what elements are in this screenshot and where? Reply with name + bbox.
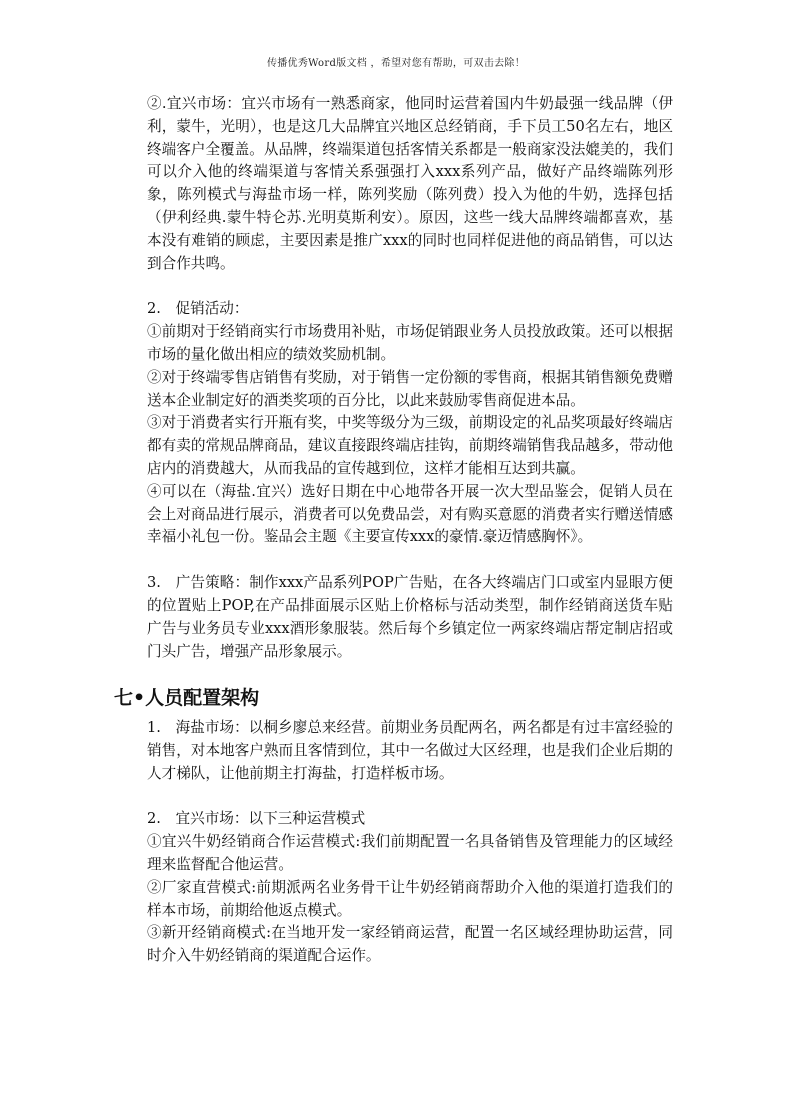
paragraph-promotion-1: ①前期对于经销商实行市场费用补贴，市场促销跟业务人员投放政策。还可以根据市场的量化做出相应的绩效奖励机制。 bbox=[147, 323, 673, 363]
section-heading: 七•人员配置架构 bbox=[114, 687, 260, 709]
paragraph-haiyan-market: 1. 海盐市场：以桐乡廖总来经营。前期业务员配两名，两名都是有过丰富经验的销售，对本地客户熟而且客情到位，其中一名做过大区经理，也是我们企业后期的人才梯队，让他前期主打海盐，打造样板市场。 bbox=[147, 719, 673, 782]
document-header: 传播优秀Word版文档 ，希望对您有帮助，可双击去除！ bbox=[266, 58, 526, 69]
paragraph-yixing-modes: 2. 宜兴市场：以下三种运营模式 bbox=[147, 810, 366, 828]
paragraph-advertising: 3. 广告策略：制作xxx产品系列POP广告贴，在各大终端店门口或室内显眼方便的位置贴上POP,在产品排面展示区贴上价格标与活动类型，制作经销商送货车贴广告与业务员专业xxx酒形象服装。然后每个乡镇定位一两家终端店帮定制店招或门头广告，增强产品形象展示。 bbox=[147, 574, 673, 660]
section-staffing bbox=[147, 717, 673, 968]
paragraph-yixing-market: ②.宜兴市场：宜兴市场有一熟悉商家，他同时运营着国内牛奶最强一线品牌（伊利，蒙牛，光明），也是这几大品牌宜兴地区总经销商，手下员工50名左右，地区终端客户全覆盖。从品牌，终端渠道包括客情关系都是一般商家没法媲美的，我们可以介入他的终端渠道与客情关系强强打入xxx系列产品，做好产品终端陈列形象，陈列模式与海盐市场一样，陈列奖励（陈列费）投入为他的牛奶，选择包括（伊利经典.蒙牛特仑苏.光明莫斯利安）。原因，这些一线大品牌终端都喜欢，基本没有难销的顾虑，主要因素是推广xxx的同时也同样促进他的商品销售，可以达到合作共鸣。 bbox=[147, 95, 673, 272]
paragraph-mode-1: ①宜兴牛奶经销商合作运营模式:我们前期配置一名具备销售及管理能力的区域经理来监督配合他运营。 bbox=[147, 833, 673, 873]
paragraph-gap bbox=[147, 549, 673, 572]
section-promotion bbox=[147, 93, 673, 663]
paragraph-promotion-3: ③对于消费者实行开瓶有奖，中奖等级分为三级，前期设定的礼品奖项最好终端店都有卖的常规品牌商品，建议直接跟终端店挂钩，前期终端销售我品越多，带动他店内的消费越大，从而我品的宣传越到位，这样才能相互达到共赢。 bbox=[147, 414, 673, 477]
paragraph-gap bbox=[147, 275, 673, 298]
paragraph-gap bbox=[147, 785, 673, 808]
paragraph-mode-2: ②厂家直营模式:前期派两名业务骨干让牛奶经销商帮助介入他的渠道打造我们的样本市场，前期给他返点模式。 bbox=[147, 878, 673, 919]
paragraph-promotion-4: ④可以在（海盐.宜兴）选好日期在中心地带各开展一次大型品鉴会，促销人员在会上对商品进行展示，消费者可以免费品尝，对有购买意愿的消费者实行赠送情感幸福小礼包一份。鉴品会主题《主要宣传xxx的豪情.豪迈情感胸怀》。 bbox=[147, 482, 673, 546]
paragraph-promotion-2: ②对于终端零售店销售有奖励，对于销售一定份额的零售商，根据其销售额免费赠送本企业制定好的酒类奖项的百分比，以此来鼓励零售商促进本品。 bbox=[147, 368, 673, 409]
paragraph-promotion-title: 2. 促销活动： bbox=[147, 300, 249, 318]
paragraph-mode-3: ③新开经销商模式:在当地开发一家经销商运营，配置一名区域经理协助运营，同时介入牛奶经销商的渠道配合运作。 bbox=[147, 924, 673, 965]
